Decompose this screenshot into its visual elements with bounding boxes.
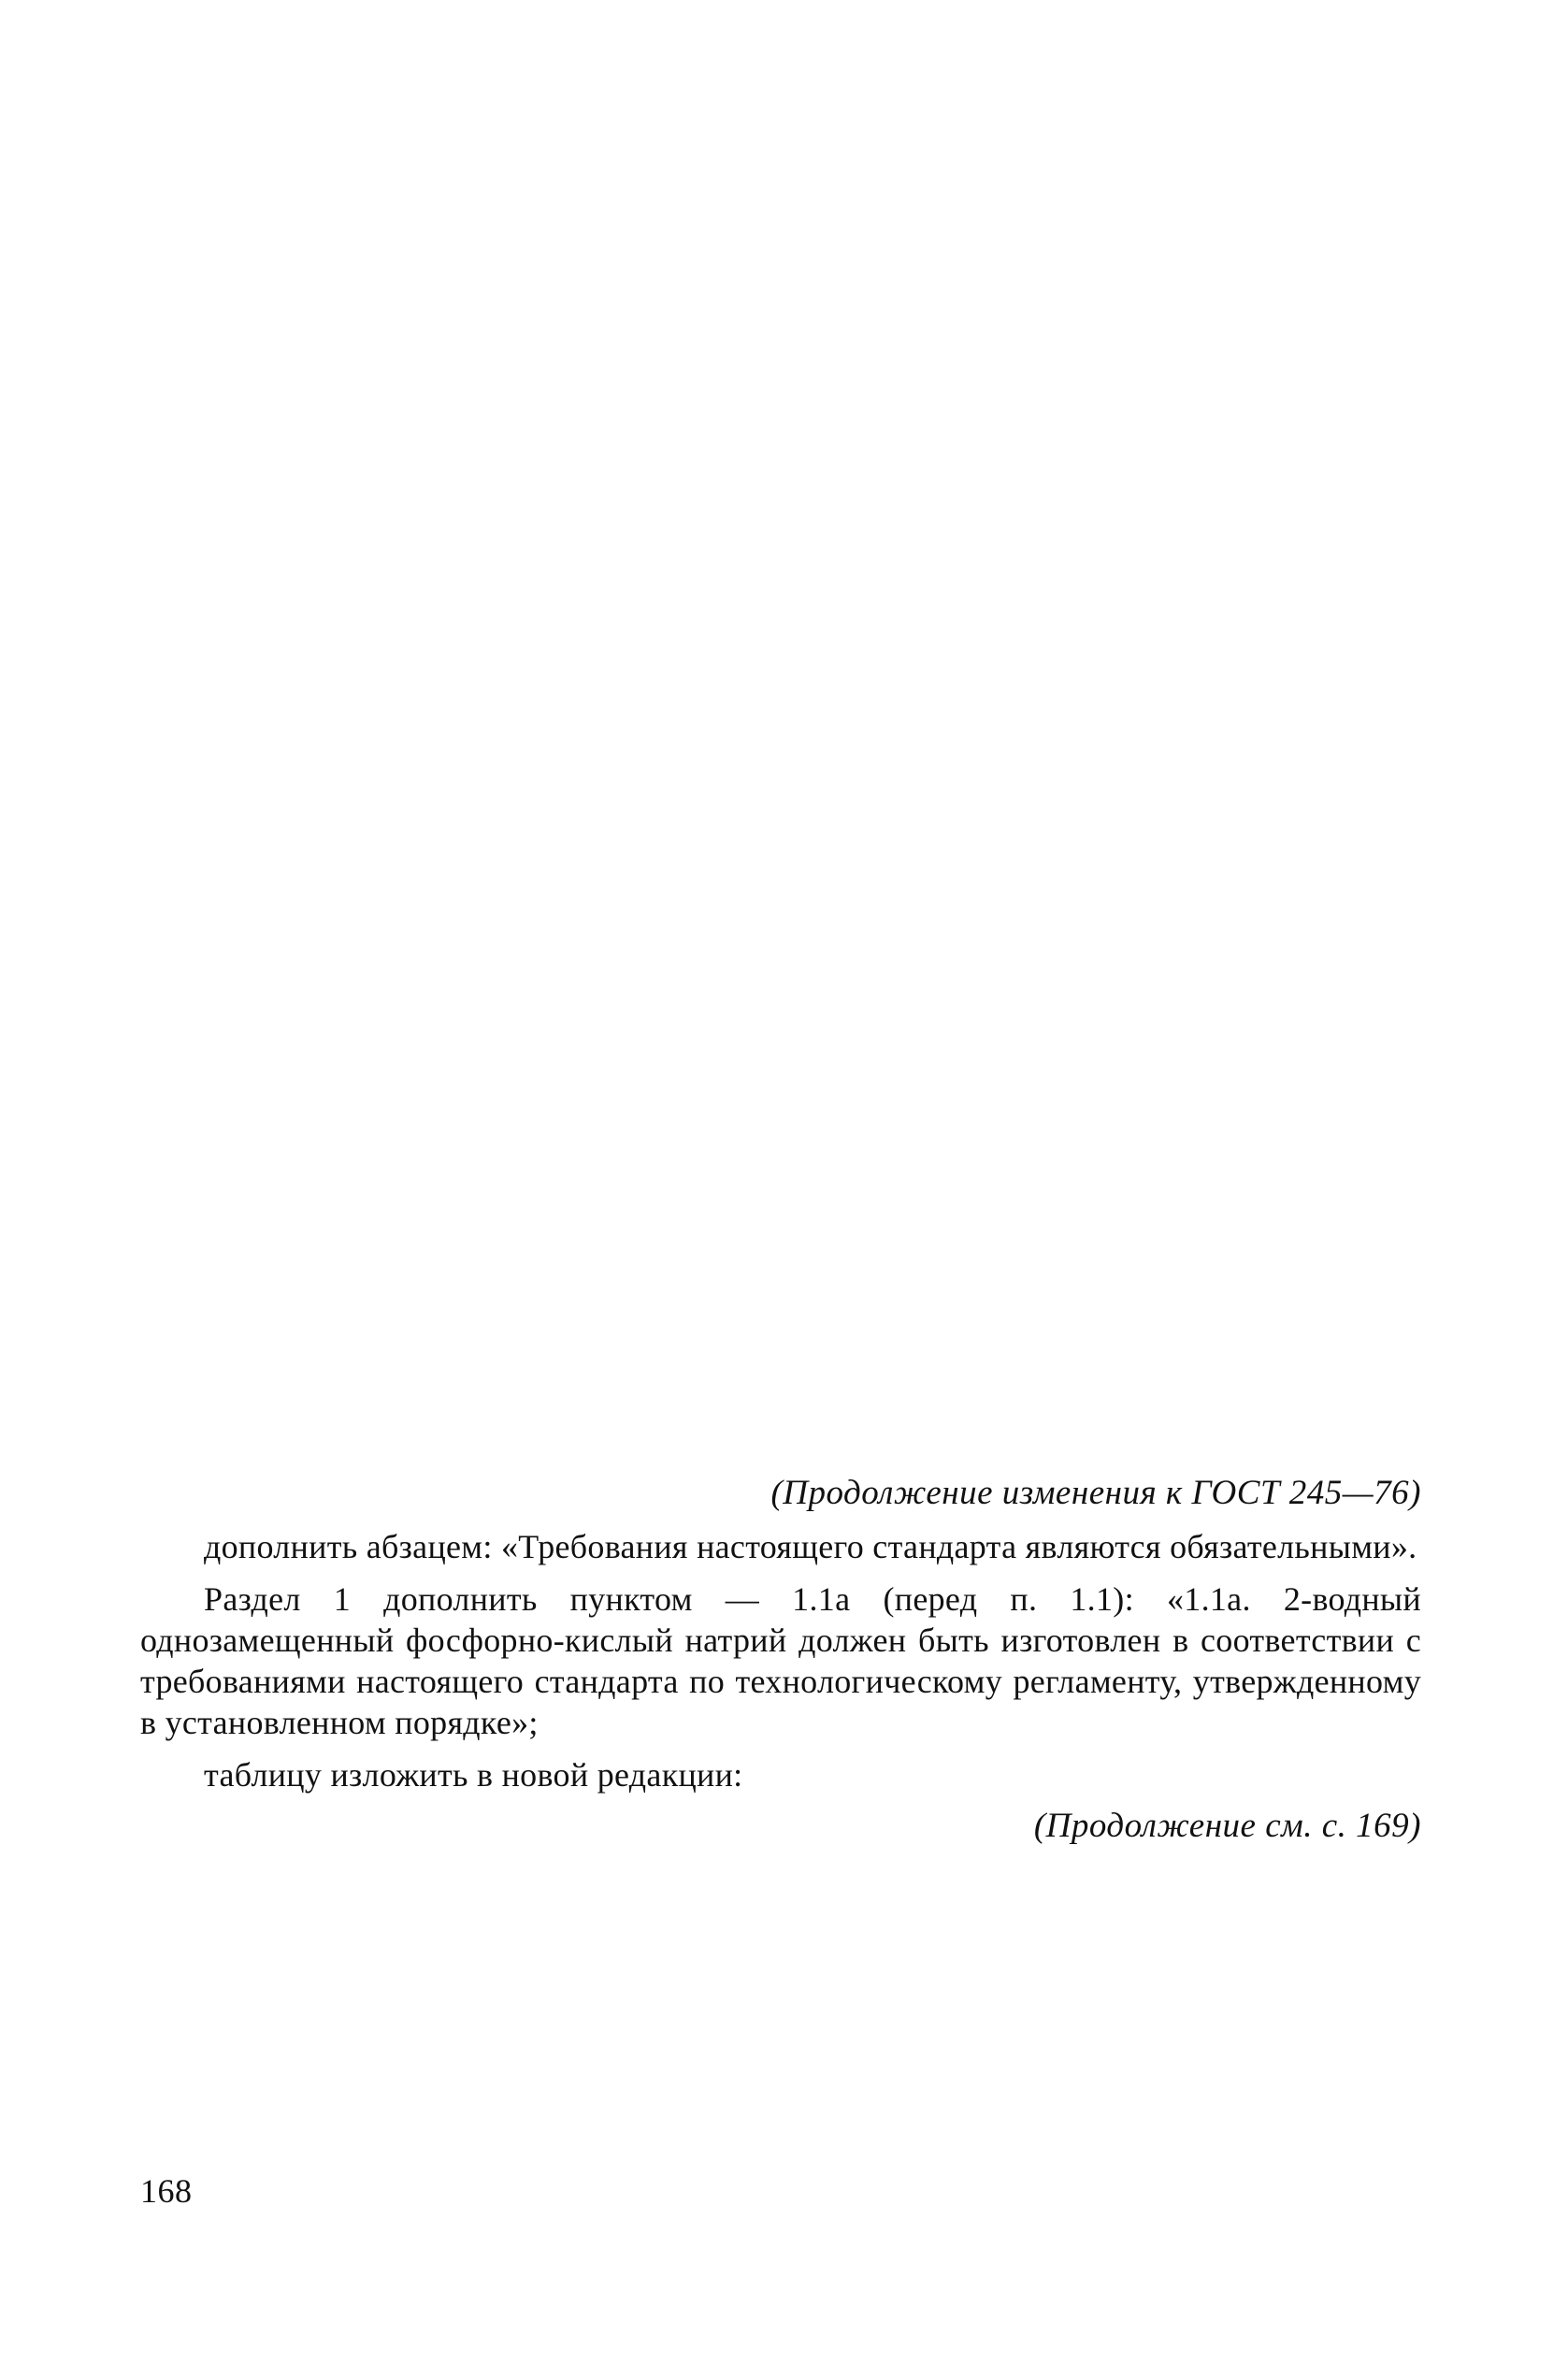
paragraph-section-1-addition: Раздел 1 дополнить пунктом — 1.1а (перед п. 1.1): «1.1а. 2-водный однозамещенный фосфорно-кислый натрий должен быть изготовлен в соответствии с требованиями настоящего стандарта по технологическому регламенту, утвержденному в установленном порядке»; [140,1580,1421,1741]
paragraph-supplement-clause: дополнить абзацем: «Требования настоящего стандарта являются обязательными». [204,1528,1417,1565]
paragraph-table-revision: таблицу изложить в новой редакции: [204,1756,743,1794]
continued-on-note: (Продолжение см. с. 169) [1033,1807,1421,1845]
continuation-header: (Продолжение изменения к ГОСТ 245—76) [770,1474,1421,1512]
document-body [140,1470,1421,1850]
page-number: 168 [140,2172,193,2210]
